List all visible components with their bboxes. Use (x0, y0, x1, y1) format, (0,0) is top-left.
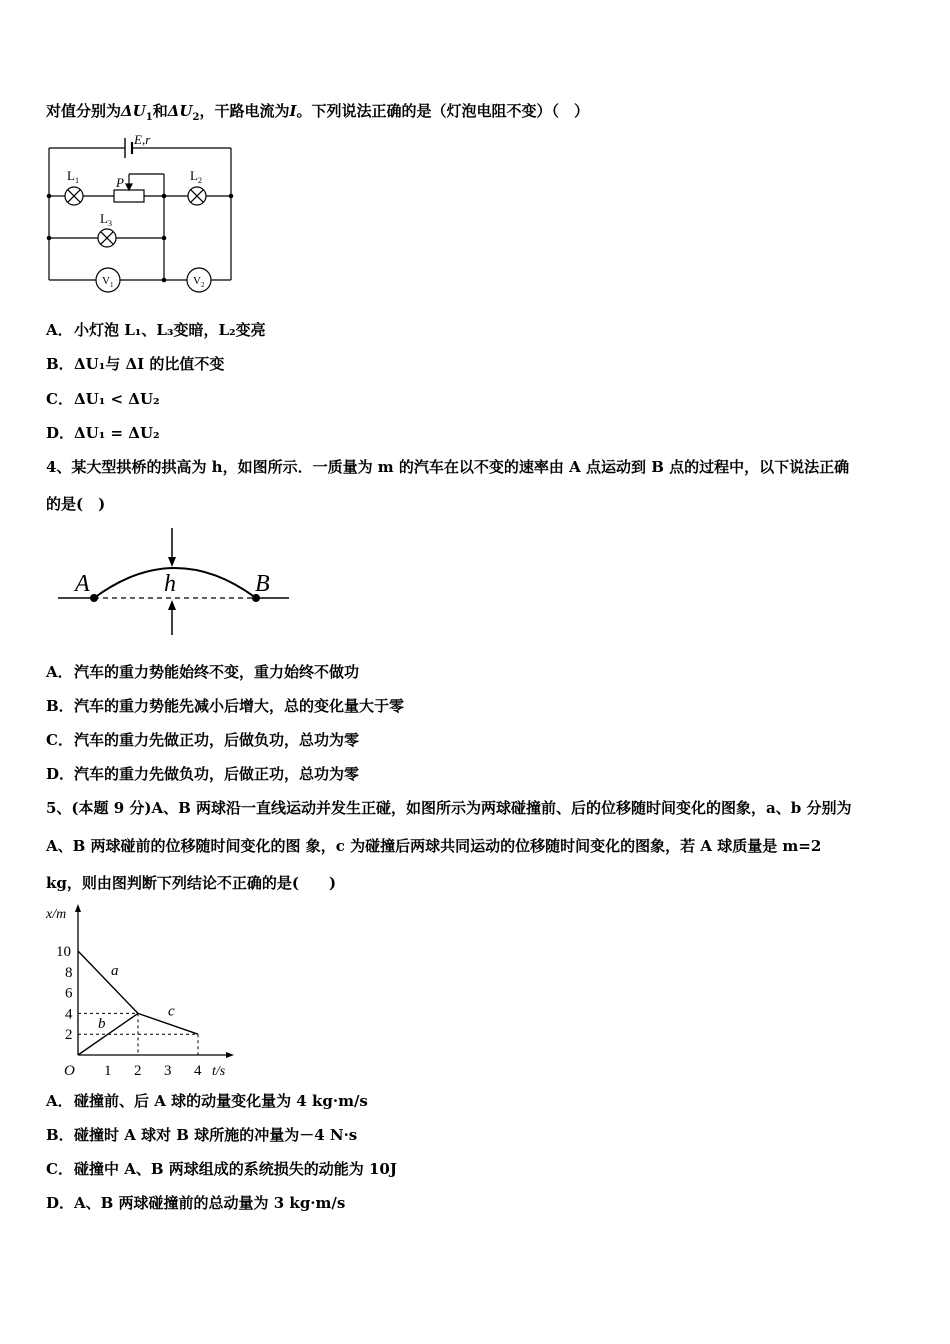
q3-option-d: D．ΔU₁ = ΔU₂ (46, 424, 160, 442)
lamp-l2 (188, 187, 206, 205)
v2-label: $V_2$ (193, 275, 205, 289)
q5-option-b: B．碰撞时 A 球对 B 球所施的冲量为－4 N·s (46, 1126, 358, 1144)
junction-dot (162, 236, 167, 241)
series-label-a: a (111, 963, 119, 980)
y-tick-label: 8 (65, 964, 73, 981)
x-tick-label: 2 (134, 1063, 142, 1079)
emf-label: E,r (134, 132, 151, 147)
l1-label: $L_1$ (67, 168, 79, 185)
q4-stem-line2: 的是( ) (46, 495, 106, 513)
q3-option-c: C．ΔU₁ < ΔU₂ (46, 390, 160, 408)
label-h: h (164, 571, 176, 597)
top-arrow-head (168, 557, 176, 567)
junction-dot (229, 194, 234, 199)
x-tick-label: 1 (104, 1063, 112, 1079)
y-axis-arrow (75, 904, 81, 912)
point-a-dot (90, 594, 98, 602)
series-line-a (78, 951, 138, 1013)
lamp-l1 (65, 187, 83, 205)
q4-option-b: B．汽车的重力势能先减小后增大，总的变化量大于零 (46, 697, 405, 715)
y-tick-label: 4 (65, 1006, 73, 1023)
circuit-diagram (40, 130, 245, 295)
v1-label: $V_1$ (102, 275, 114, 289)
junction-dot (162, 194, 167, 199)
junction-dot (47, 236, 52, 241)
y-axis-label: x/m (46, 907, 67, 922)
x-tick-label: 3 (164, 1063, 172, 1079)
q5-option-d: D．A、B 两球碰撞前的总动量为 3 kg·m/s (46, 1194, 346, 1212)
junction-dot (162, 278, 167, 283)
bottom-arrow-head (168, 600, 176, 610)
x-axis-arrow (226, 1052, 234, 1058)
junction-dot (47, 194, 52, 199)
y-tick-label: 2 (65, 1027, 73, 1044)
q5-stem-line3: kg，则由图判断下列结论不正确的是( ) (46, 874, 337, 892)
l2-label: $L_2$ (190, 168, 202, 185)
slider-arrow (126, 184, 132, 190)
q3-intro: 对值分别为$\Delta U_1$和$\Delta U_2$，干路电流为I。下列说法正确的是（灯泡电阻不变）（ ） (46, 102, 589, 123)
label-b: B (255, 571, 270, 597)
x-tick-label: 4 (194, 1063, 202, 1079)
q4-option-c: C．汽车的重力先做正功，后做负功，总功为零 (46, 731, 360, 749)
origin-label: O (64, 1063, 75, 1079)
series-label-c: c (168, 1003, 175, 1020)
q4-option-d: D．汽车的重力先做负功，后做正功，总功为零 (46, 765, 360, 783)
q4-option-a: A．汽车的重力势能始终不变，重力始终不做功 (46, 663, 360, 681)
q5-option-c: C．碰撞中 A、B 两球组成的系统损失的动能为 10J (46, 1160, 397, 1178)
series-label-b: b (98, 1016, 106, 1033)
rheostat (114, 190, 144, 202)
q3-option-b: B．ΔU₁与 ΔI 的比值不变 (46, 355, 225, 373)
lamp-l3 (98, 229, 116, 247)
l3-label: $L_3$ (100, 211, 112, 228)
p-label: P (116, 175, 124, 190)
label-a: A (75, 571, 90, 597)
q5-option-a: A．碰撞前、后 A 球的动量变化量为 4 kg·m/s (46, 1092, 368, 1110)
xt-graph (40, 900, 250, 1085)
q3-option-a: A．小灯泡 L₁、L₃变暗，L₂变亮 (46, 321, 266, 339)
y-tick-label: 10 (56, 944, 71, 960)
arch-bridge-figure (55, 525, 295, 640)
q5-stem-line2: A、B 两球碰前的位移随时间变化的图 象，c 为碰撞后两球共同运动的位移随时间变化的图象，若 A 球质量是 m=2 (46, 837, 822, 855)
y-tick-label: 6 (65, 985, 73, 1002)
q5-stem-line1: 5、(本题 9 分)A、B 两球沿一直线运动并发生正碰，如图所示为两球碰撞前、后的位移随时间变化的图象，a、b 分别为 (46, 799, 852, 817)
x-axis-label: t/s (212, 1064, 226, 1079)
q4-stem-line1: 4、某大型拱桥的拱高为 h，如图所示．一质量为 m 的汽车在以不变的速率由 A 点运动到 B 点的过程中，以下说法正确 (46, 458, 850, 476)
